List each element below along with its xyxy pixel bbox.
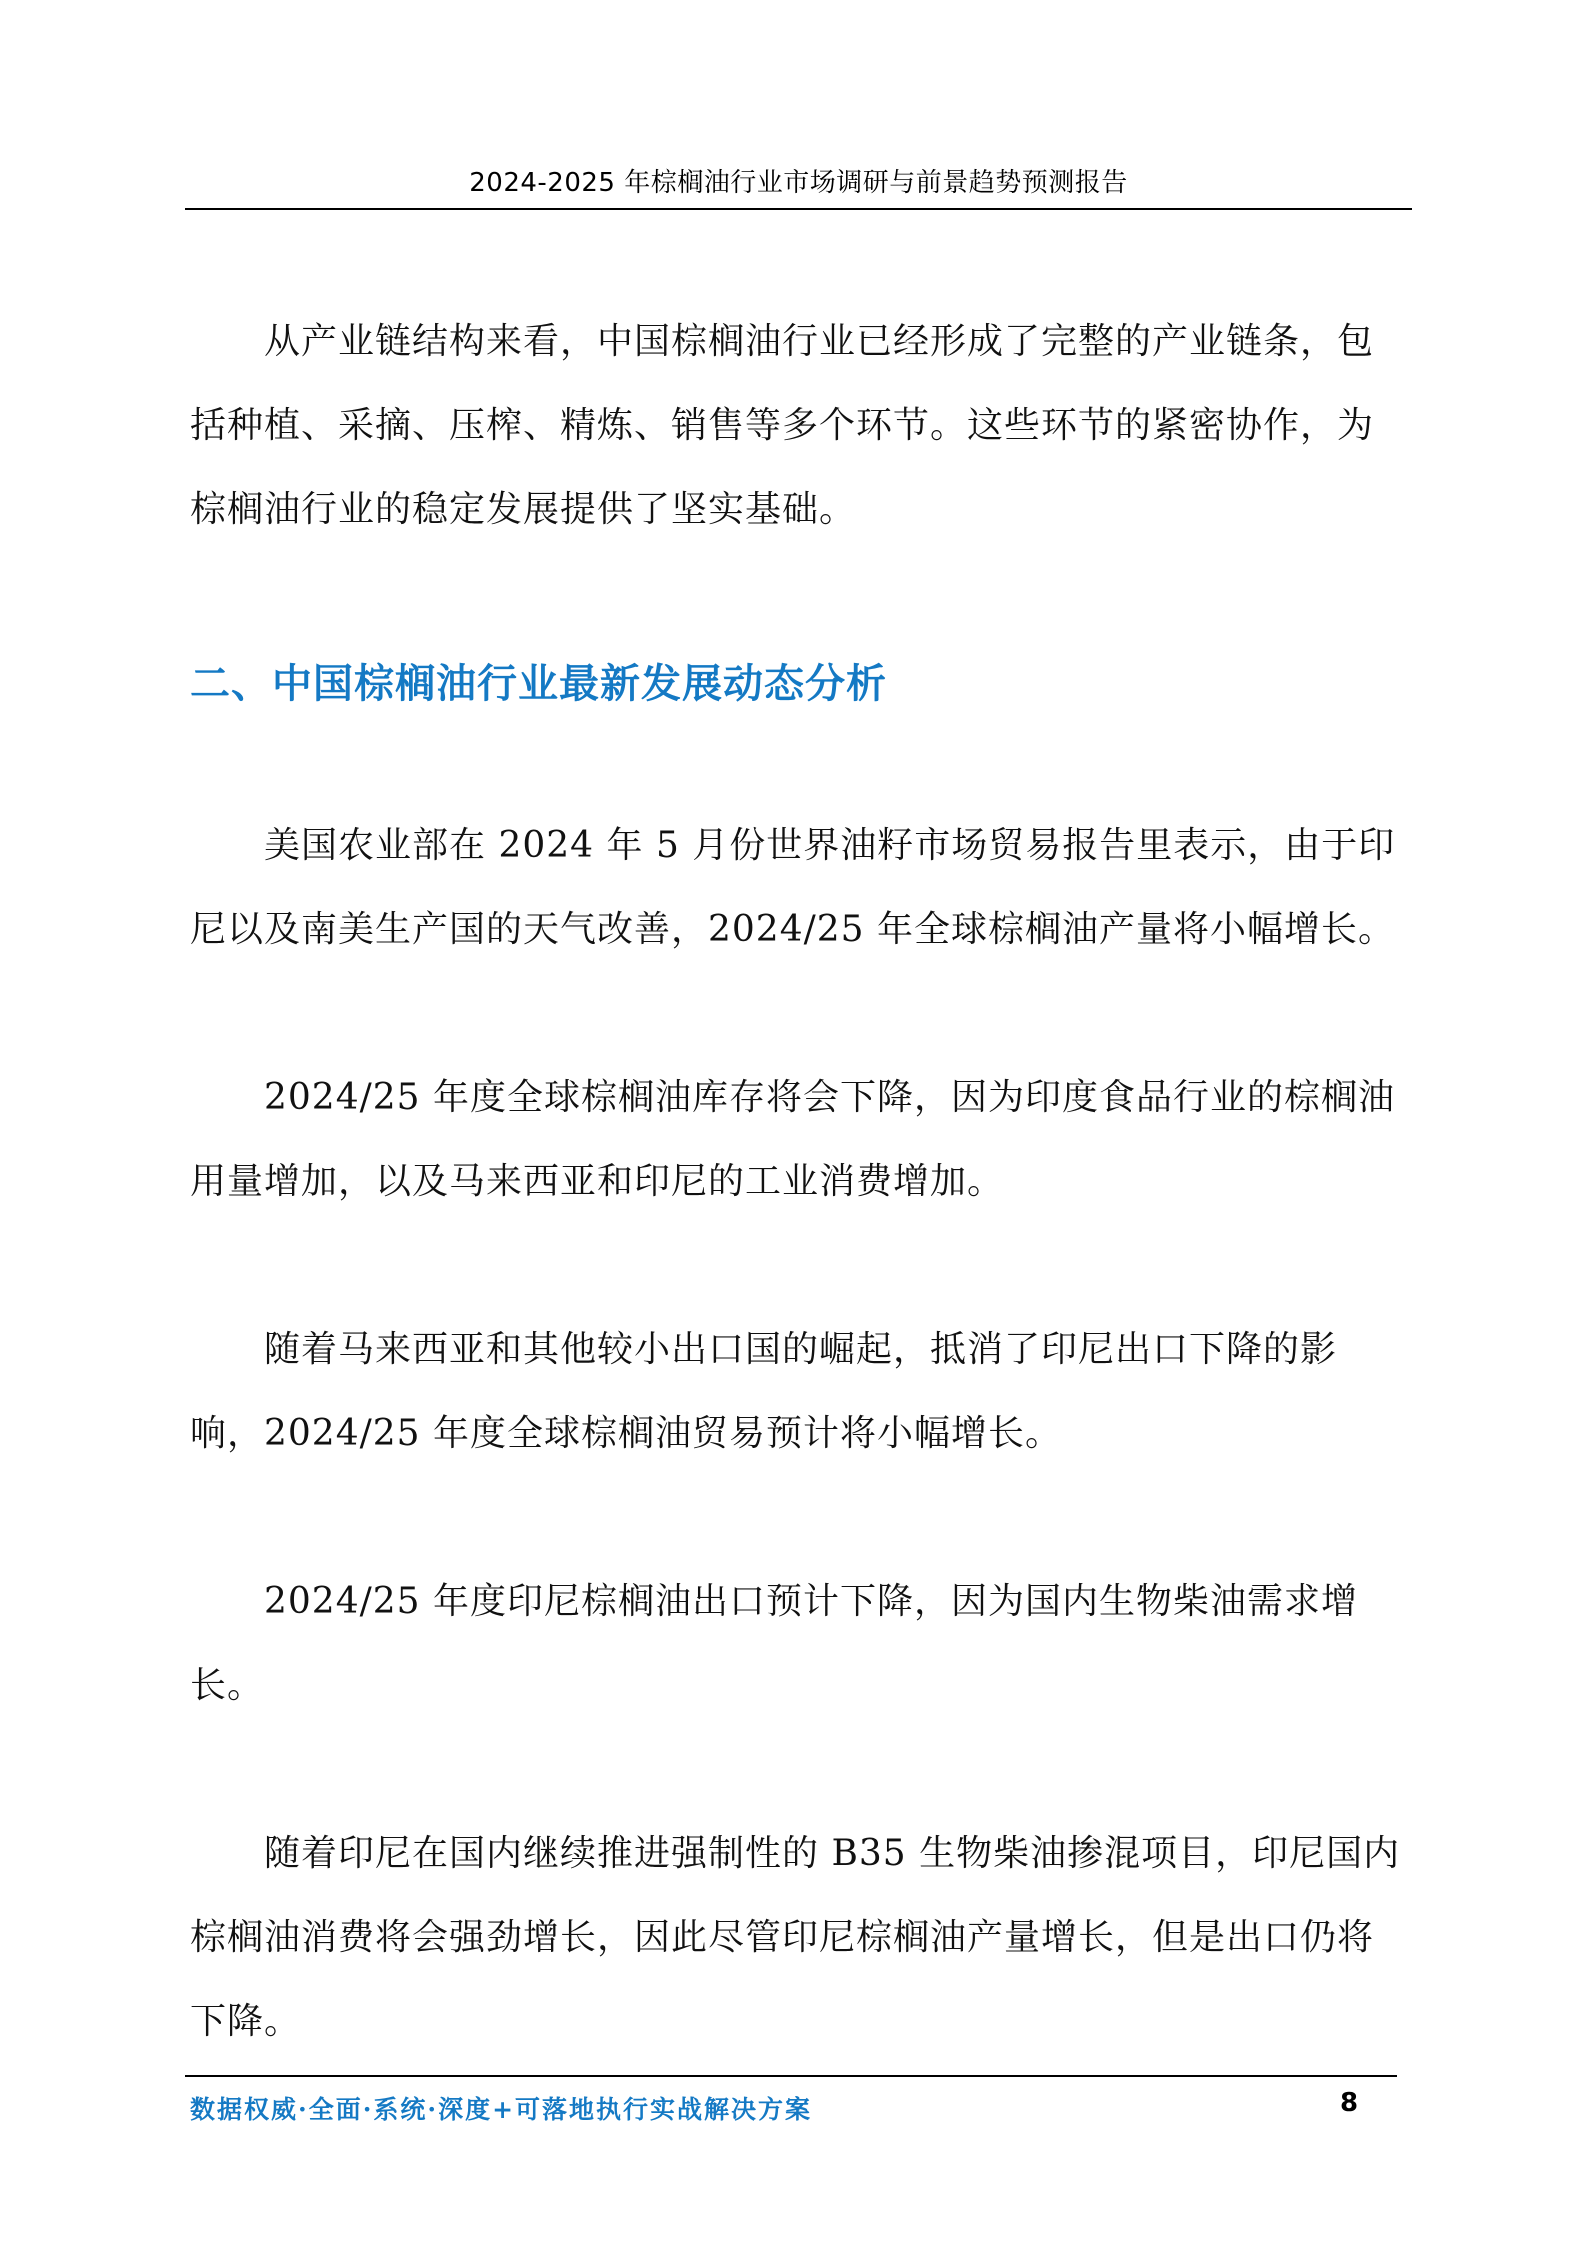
- paragraph-line: 2024/25 年度印尼棕榈油出口预计下降，因为国内生物柴油需求增: [264, 1581, 1358, 1622]
- section-heading: 二、中国棕榈油行业最新发展动态分析: [190, 661, 887, 707]
- paragraph-line: 响，2024/25 年度全球棕榈油贸易预计将小幅增长。: [190, 1413, 1062, 1454]
- paragraph-line: 随着马来西亚和其他较小出口国的崛起，抵消了印尼出口下降的影: [264, 1329, 1338, 1370]
- footer-divider: [185, 2075, 1397, 2077]
- header-divider: [185, 208, 1412, 210]
- paragraph-line: 下降。: [190, 2001, 302, 2042]
- paragraph-line: 随着印尼在国内继续推进强制性的 B35 生物柴油掺混项目，印尼国内: [264, 1833, 1401, 1874]
- paragraph-industry-chain: [190, 300, 1374, 552]
- page-number: 8: [1340, 2088, 1359, 2118]
- footer-slogan: 数据权威·全面·系统·深度+可落地执行实战解决方案: [190, 2095, 813, 2124]
- paragraph-line: 长。: [190, 1665, 265, 1706]
- paragraph-global-stock: [190, 1056, 1395, 1224]
- paragraph-line: 美国农业部在 2024 年 5 月份世界油籽市场贸易报告里表示，由于印: [264, 825, 1396, 866]
- paragraph-line: 用量增加，以及马来西亚和印尼的工业消费增加。: [190, 1161, 1005, 1202]
- paragraph-line: 棕榈油消费将会强劲增长，因此尽管印尼棕榈油产量增长，但是出口仍将: [190, 1917, 1375, 1958]
- paragraph-b35-biodiesel: [190, 1812, 1400, 2064]
- paragraph-line: 从产业链结构来看，中国棕榈油行业已经形成了完整的产业链条，包: [264, 321, 1375, 362]
- paragraph-line: 棕榈油行业的稳定发展提供了坚实基础。: [190, 489, 857, 530]
- paragraph-usda-report: [190, 804, 1395, 972]
- paragraph-indonesia-export: [190, 1560, 1358, 1728]
- paragraph-global-trade: [190, 1308, 1337, 1476]
- report-header-title: 2024-2025 年棕榈油行业市场调研与前景趋势预测报告: [469, 168, 1128, 198]
- paragraph-line: 括种植、采摘、压榨、精炼、销售等多个环节。这些环节的紧密协作，为: [190, 405, 1375, 446]
- paragraph-line: 2024/25 年度全球棕榈油库存将会下降，因为印度食品行业的棕榈油: [264, 1077, 1395, 1118]
- paragraph-line: 尼以及南美生产国的天气改善，2024/25 年全球棕榈油产量将小幅增长。: [190, 909, 1395, 950]
